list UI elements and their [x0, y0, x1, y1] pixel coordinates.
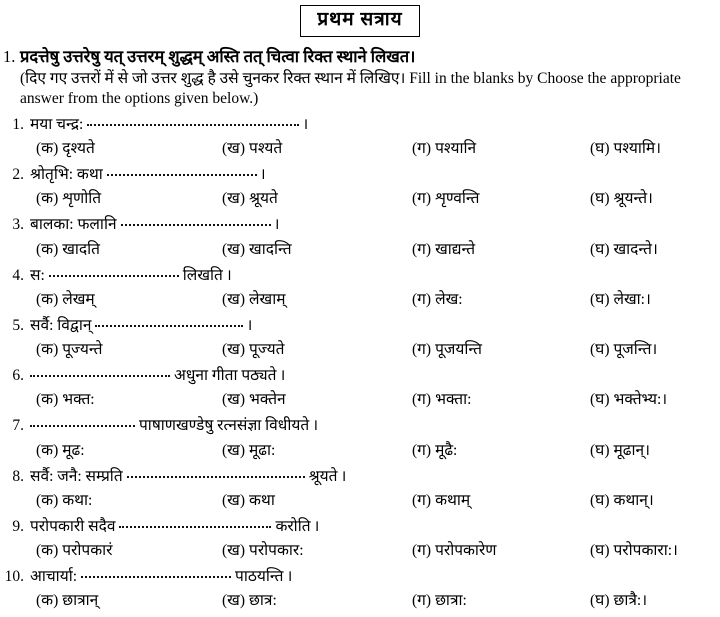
sentence-end-mark: ।	[312, 417, 319, 435]
option-text: मूढै:	[435, 441, 458, 459]
question-number: 6.	[12, 367, 24, 385]
option-d[interactable]	[590, 186, 653, 212]
option-label: (क)	[36, 190, 59, 208]
option-text: कथाम्	[435, 491, 471, 509]
option-label: (क)	[36, 491, 59, 509]
question-item	[0, 515, 720, 564]
option-a[interactable]	[36, 237, 100, 263]
question-item	[0, 314, 720, 363]
option-d[interactable]	[590, 538, 678, 564]
question-text-before-blank: स:	[30, 266, 45, 284]
option-text: छात्रै:।	[613, 592, 648, 610]
option-label: (घ)	[590, 391, 610, 409]
sentence-end-mark: ।	[246, 316, 253, 334]
option-label: (ग)	[412, 341, 432, 359]
option-label: (क)	[36, 140, 59, 158]
option-row	[0, 488, 720, 514]
option-label: (ग)	[412, 190, 432, 208]
option-label: (क)	[36, 240, 59, 258]
option-row	[0, 588, 720, 614]
option-label: (ख)	[222, 592, 246, 610]
option-row	[0, 538, 720, 564]
option-text: छात्रान्	[62, 592, 99, 610]
instruction-block	[0, 46, 720, 109]
option-text: भक्तेन	[249, 391, 286, 409]
question-number: 7.	[12, 417, 24, 435]
option-text: कथा	[249, 491, 275, 509]
answer-blank[interactable]	[119, 517, 271, 528]
question-stem	[0, 565, 720, 588]
option-label: (ख)	[222, 341, 246, 359]
question-text-after-blank: पाषाणखण्डेषु रत्नसंज्ञा विधीयते	[139, 417, 310, 435]
option-row	[0, 438, 720, 464]
option-label: (ख)	[222, 140, 246, 158]
option-label: (ग)	[412, 290, 432, 308]
option-label: (घ)	[590, 592, 610, 610]
option-d[interactable]	[590, 337, 657, 363]
option-text: लेखा:।	[613, 290, 651, 308]
question-number: 4.	[12, 266, 24, 284]
option-b[interactable]	[222, 538, 304, 564]
option-label: (क)	[36, 290, 59, 308]
question-item	[0, 113, 720, 162]
option-label: (ग)	[412, 592, 432, 610]
question-text-before-blank: सर्वै: जनै: सम्प्रति	[30, 467, 123, 485]
option-label: (क)	[36, 391, 59, 409]
option-label: (घ)	[590, 441, 610, 459]
question-text-before-blank: मया चन्द्र:	[30, 115, 84, 133]
option-b[interactable]	[222, 588, 277, 614]
option-b[interactable]	[222, 186, 278, 212]
answer-blank[interactable]	[107, 165, 257, 176]
option-c[interactable]	[412, 136, 476, 162]
option-a[interactable]	[36, 588, 98, 614]
option-text: भक्ता:	[435, 391, 472, 409]
option-b[interactable]	[222, 337, 285, 363]
option-a[interactable]	[36, 337, 103, 363]
option-c[interactable]	[412, 387, 471, 413]
option-text: खाद्यन्ते	[435, 240, 476, 258]
option-c[interactable]	[412, 438, 457, 464]
option-label: (ख)	[222, 391, 246, 409]
question-item	[0, 565, 720, 614]
question-item	[0, 364, 720, 413]
answer-blank[interactable]	[121, 215, 271, 226]
option-b[interactable]	[222, 237, 292, 263]
option-text: पूजन्ति।	[613, 341, 658, 359]
question-stem	[0, 414, 720, 437]
sentence-end-mark: ।	[225, 266, 232, 284]
option-c[interactable]	[412, 588, 467, 614]
option-text: खादन्ते।	[613, 240, 658, 258]
option-label: (घ)	[590, 542, 610, 560]
option-label: (ग)	[412, 140, 432, 158]
question-number: 3.	[12, 216, 24, 234]
question-text-after-blank: अधुना गीता पठ्यते	[174, 367, 277, 385]
option-label: (क)	[36, 592, 59, 610]
option-text: भक्तेभ्य:।	[613, 391, 668, 409]
question-number: 8.	[12, 467, 24, 485]
sentence-end-mark: ।	[259, 166, 266, 184]
question-text-after-blank: पाठयन्ति	[235, 568, 284, 586]
question-item	[0, 264, 720, 313]
question-number: 1.	[12, 115, 24, 133]
option-label: (ख)	[222, 491, 246, 509]
option-text: लेखम्	[62, 290, 95, 308]
option-label: (क)	[36, 441, 59, 459]
option-text: परोपकारा:।	[613, 542, 678, 560]
question-text-before-blank: सर्वै: विद्वान्	[30, 316, 92, 334]
option-label: (घ)	[590, 240, 610, 258]
option-label: (ग)	[412, 441, 432, 459]
instruction-hindi-english: (दिए गए उत्तरों में से जो उत्तर शुद्ध है उसे चुनकर रिक्त स्थान में लिखिए। Fill in the blanks by Choose the appropriate answer from the options given below.)	[20, 69, 681, 107]
option-c[interactable]	[412, 337, 482, 363]
question-number: 10.	[4, 568, 24, 586]
option-label: (ग)	[412, 491, 432, 509]
option-row	[0, 136, 720, 162]
question-item	[0, 414, 720, 463]
page-title: प्रथम सत्राय	[300, 5, 419, 37]
option-row	[0, 337, 720, 363]
option-text: दृश्यते	[62, 140, 95, 158]
option-text: कथा:	[62, 491, 93, 509]
option-text: कथान्।	[613, 491, 654, 509]
question-text-before-blank: परोपकारी सदैव	[30, 517, 116, 535]
option-text: भक्त:	[62, 391, 95, 409]
option-label: (घ)	[590, 290, 610, 308]
answer-blank[interactable]	[127, 467, 305, 478]
option-label: (घ)	[590, 491, 610, 509]
option-d[interactable]	[590, 136, 661, 162]
question-stem	[0, 264, 720, 287]
option-d[interactable]	[590, 237, 658, 263]
sentence-end-mark: ।	[302, 115, 309, 133]
answer-blank[interactable]	[81, 567, 231, 578]
option-label: (क)	[36, 542, 59, 560]
question-stem	[0, 113, 720, 136]
question-stem	[0, 314, 720, 337]
question-item	[0, 465, 720, 514]
instruction-main-line	[3, 46, 720, 68]
option-label: (घ)	[590, 140, 610, 158]
option-text: छात्र:	[249, 592, 277, 610]
option-d[interactable]	[590, 588, 647, 614]
option-text: परोपकारं	[62, 542, 113, 560]
option-c[interactable]	[412, 538, 497, 564]
question-text-before-blank: बालका: फलानि	[30, 216, 117, 234]
option-text: श्रूयन्ते।	[613, 190, 653, 208]
option-a[interactable]	[36, 287, 95, 313]
option-label: (ख)	[222, 290, 246, 308]
option-label: (ख)	[222, 240, 246, 258]
question-stem	[0, 515, 720, 538]
option-d[interactable]	[590, 438, 650, 464]
option-text: मूढान्।	[613, 441, 650, 459]
option-text: पूज्यन्ते	[62, 341, 103, 359]
question-text-before-blank: आचार्या:	[30, 568, 78, 586]
option-text: पूज्यते	[249, 341, 285, 359]
option-text: पश्यानि	[435, 140, 477, 158]
instruction-sanskrit: प्रदत्तेषु उत्तरेषु यत् उत्तरम् शुद्धम् अस्ति तत् चित्वा रिक्त स्थाने लिखत।	[20, 46, 416, 66]
option-a[interactable]	[36, 186, 101, 212]
option-label: (घ)	[590, 341, 610, 359]
option-text: मूढ:	[62, 441, 85, 459]
option-label: (ग)	[412, 391, 432, 409]
question-stem	[0, 364, 720, 387]
instruction-number: 1.	[3, 46, 16, 66]
sentence-end-mark: ।	[340, 467, 347, 485]
option-a[interactable]	[36, 538, 112, 564]
option-c[interactable]	[412, 237, 475, 263]
option-d[interactable]	[590, 488, 654, 514]
question-number: 5.	[12, 316, 24, 334]
option-row	[0, 186, 720, 212]
question-text-after-blank: लिखति	[182, 266, 223, 284]
option-c[interactable]	[412, 488, 470, 514]
page-title-wrap	[0, 0, 720, 37]
option-label: (ख)	[222, 190, 246, 208]
answer-blank[interactable]	[30, 366, 170, 377]
option-label: (ख)	[222, 441, 246, 459]
question-stem	[0, 213, 720, 236]
question-stem	[0, 465, 720, 488]
option-text: पूजयन्ति	[435, 341, 482, 359]
option-b[interactable]	[222, 136, 282, 162]
option-text: खादन्ति	[249, 240, 292, 258]
sentence-end-mark: ।	[313, 517, 320, 535]
option-b[interactable]	[222, 438, 275, 464]
question-text-after-blank: श्रूयते	[308, 467, 338, 485]
question-item	[0, 163, 720, 212]
option-label: (क)	[36, 341, 59, 359]
option-b[interactable]	[222, 488, 275, 514]
sentence-end-mark: ।	[279, 367, 286, 385]
option-text: परोपकार:	[249, 542, 304, 560]
option-b[interactable]	[222, 287, 286, 313]
option-text: लेखाम्	[249, 290, 286, 308]
option-c[interactable]	[412, 287, 463, 313]
option-text: पश्यते	[249, 140, 283, 158]
option-c[interactable]	[412, 186, 479, 212]
option-text: परोपकारेण	[435, 542, 497, 560]
option-label: (ग)	[412, 240, 432, 258]
option-d[interactable]	[590, 287, 651, 313]
sentence-end-mark: ।	[273, 216, 280, 234]
option-text: शृण्वन्ति	[435, 190, 480, 208]
answer-blank[interactable]	[87, 115, 299, 126]
option-text: शृणोति	[62, 190, 102, 208]
option-text: श्रूयते	[249, 190, 278, 208]
option-a[interactable]	[36, 136, 95, 162]
question-number: 9.	[12, 517, 24, 535]
option-label: (ख)	[222, 542, 246, 560]
option-text: छात्रा:	[435, 592, 467, 610]
answer-blank[interactable]	[30, 416, 135, 427]
question-item	[0, 213, 720, 262]
sentence-end-mark: ।	[286, 568, 293, 586]
option-text: पश्यामि।	[613, 140, 662, 158]
option-row	[0, 287, 720, 313]
answer-blank[interactable]	[49, 266, 179, 277]
question-text-after-blank: करोति	[275, 517, 311, 535]
question-stem	[0, 163, 720, 186]
option-text: मूढा:	[249, 441, 276, 459]
option-a[interactable]	[36, 438, 85, 464]
question-list	[0, 113, 720, 615]
question-number: 2.	[12, 166, 24, 184]
option-label: (घ)	[590, 190, 610, 208]
option-a[interactable]	[36, 387, 95, 413]
option-d[interactable]	[590, 387, 667, 413]
option-text: खादति	[62, 240, 101, 258]
question-text-before-blank: श्रोतृभि: कथा	[30, 166, 103, 184]
option-text: लेख:	[435, 290, 463, 308]
option-row	[0, 237, 720, 263]
option-a[interactable]	[36, 488, 92, 514]
option-b[interactable]	[222, 387, 286, 413]
answer-blank[interactable]	[95, 316, 243, 327]
option-label: (ग)	[412, 542, 432, 560]
option-row	[0, 387, 720, 413]
